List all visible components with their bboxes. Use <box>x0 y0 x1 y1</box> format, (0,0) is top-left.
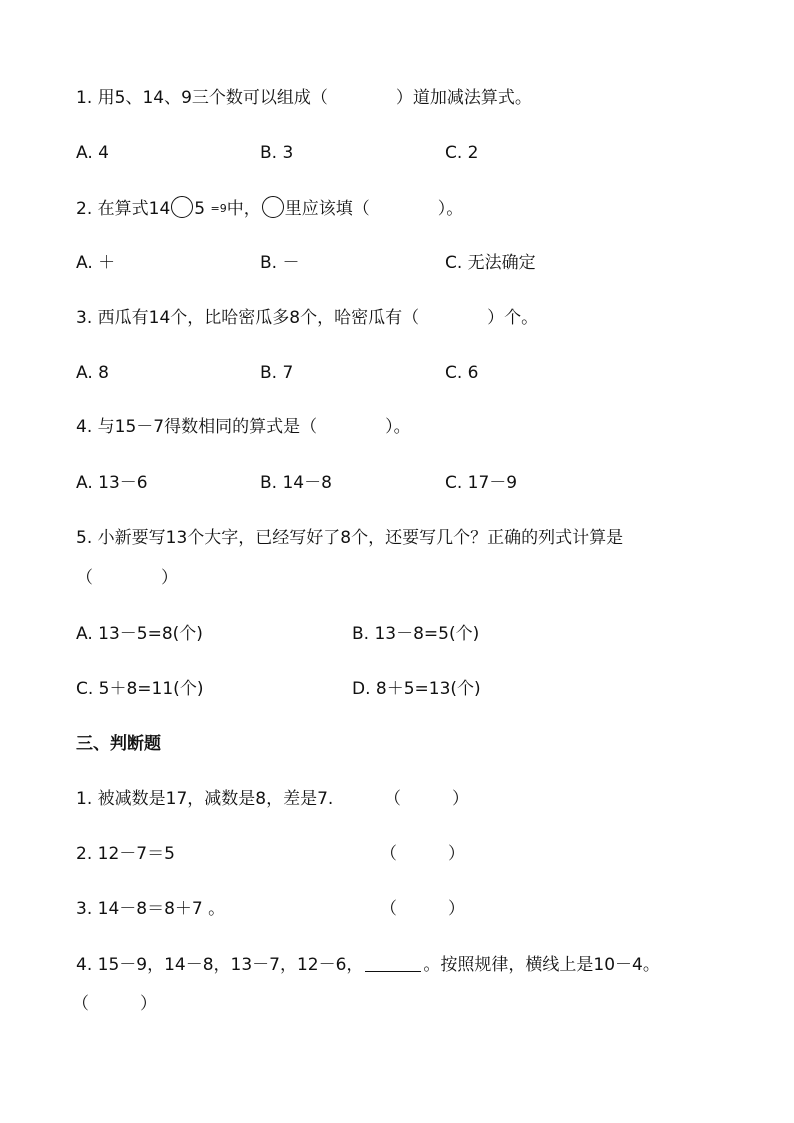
judgment-2 <box>76 842 175 866</box>
judgment-4-line-2 <box>72 992 157 1016</box>
question-1-text: 1. 用5、14、9三个数可以组成（ ）道加减法算式。 <box>76 88 532 108</box>
question-5 <box>76 526 623 550</box>
question-3 <box>76 306 538 330</box>
question-2-prefix: 2. 在算式14 <box>76 199 171 219</box>
q1-option-a: A. 4 <box>76 143 109 163</box>
q1-option-c: C. 2 <box>445 143 479 163</box>
question-1 <box>76 86 532 110</box>
question-5-paren: （ ） <box>76 568 178 588</box>
q3-option-c: C. 6 <box>445 363 479 383</box>
judgment-2-text: 2. 12－7＝5 <box>76 844 175 864</box>
judgment-3-paren: （ ） <box>380 899 465 919</box>
q5-option-a: A. 13－5=8(个) <box>76 624 203 644</box>
judgment-1-paren: （ ） <box>384 789 469 809</box>
question-2-mid: 5 <box>194 199 206 219</box>
circle-blank-icon <box>171 196 193 218</box>
judgment-4-prefix: 4. 15－9，14－8，13－7，12－6， <box>76 955 364 975</box>
judgment-1 <box>76 787 333 811</box>
q2-option-a: A. ＋ <box>76 253 116 273</box>
judgment-3-text: 3. 14－8＝8＋7 。 <box>76 899 226 919</box>
judgment-3 <box>76 897 225 921</box>
question-5-line-2 <box>76 566 178 590</box>
question-2-suffix: 里应该填（ ）。 <box>284 199 464 219</box>
question-2-eq: =9 <box>210 202 227 215</box>
question-4 <box>76 415 411 439</box>
q3-option-a: A. 8 <box>76 363 109 383</box>
answer-blank-line <box>365 954 421 972</box>
q1-option-b: B. 3 <box>260 143 294 163</box>
question-2 <box>76 196 463 221</box>
q4-option-b: B. 14－8 <box>260 473 332 493</box>
q5-option-b: B. 13－8=5(个) <box>352 624 480 644</box>
q2-option-b: B. － <box>260 253 300 273</box>
question-4-text: 4. 与15－7得数相同的算式是（ ）。 <box>76 417 411 437</box>
judgment-1-text: 1. 被减数是17，减数是8，差是7. <box>76 789 334 809</box>
q4-option-c: C. 17－9 <box>445 473 518 493</box>
q5-option-d: D. 8＋5=13(个) <box>352 679 481 699</box>
question-2-after-eq: 中， <box>226 199 261 219</box>
q3-option-b: B. 7 <box>260 363 294 383</box>
circle-blank-icon <box>262 196 284 218</box>
question-5-text: 5. 小新要写13个大字，已经写好了8个，还要写几个？正确的列式计算是 <box>76 528 624 548</box>
judgment-4 <box>76 953 660 977</box>
q2-option-c: C. 无法确定 <box>445 253 536 273</box>
judgment-4-paren: （ ） <box>72 994 157 1014</box>
judgment-4-suffix: 。按照规律，横线上是10－4。 <box>423 955 660 975</box>
q5-option-c: C. 5＋8=11(个) <box>76 679 204 699</box>
q4-option-a: A. 13－6 <box>76 473 148 493</box>
section-title-judgment: 三、判断题 <box>76 734 161 754</box>
question-3-text: 3. 西瓜有14个，比哈密瓜多8个，哈密瓜有（ ）个。 <box>76 308 539 328</box>
judgment-2-paren: （ ） <box>380 844 465 864</box>
